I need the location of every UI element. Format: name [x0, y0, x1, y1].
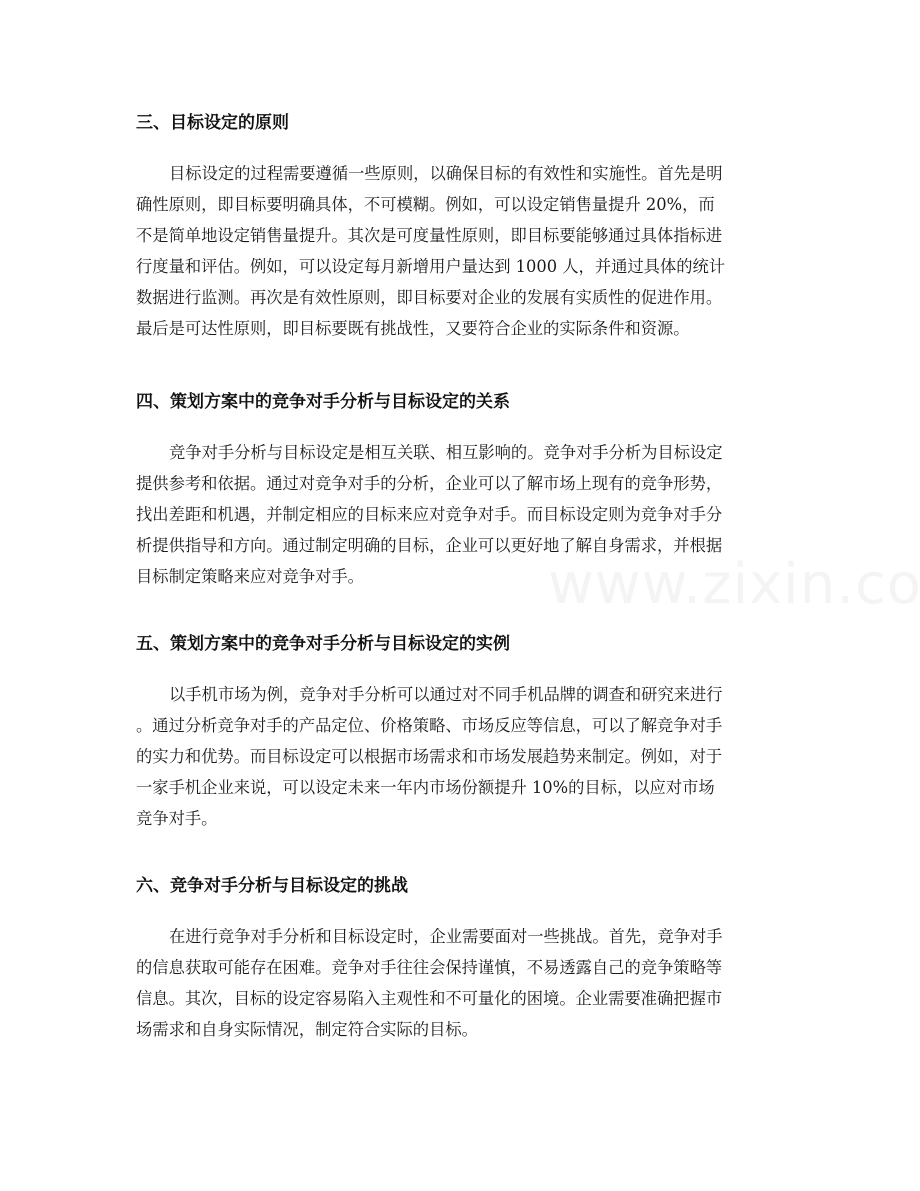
paragraph-line: 的实力和优势。而目标设定可以根据市场需求和市场发展趋势来制定。例如，对于: [136, 747, 723, 766]
section-paragraph-6: [136, 921, 786, 1045]
section-heading-6: 六、竞争对手分析与目标设定的挑战: [136, 876, 408, 896]
section-heading-4: 四、策划方案中的竞争对手分析与目标设定的关系: [136, 392, 510, 412]
section-paragraph-4: [136, 437, 786, 592]
paragraph-line: 竞争对手。: [136, 809, 218, 828]
paragraph-line: 在进行竞争对手分析和目标设定时，企业需要面对一些挑战。首先，竞争对手: [169, 927, 723, 946]
paragraph-line: 以手机市场为例，竞争对手分析可以通过对不同手机品牌的调查和研究来进行: [169, 685, 723, 704]
paragraph-line: 场需求和自身实际情况，制定符合实际的目标。: [136, 1020, 478, 1039]
paragraph-line: 信息。其次，目标的设定容易陷入主观性和不可量化的困境。企业需要准确把握市: [136, 989, 723, 1008]
paragraph-line: 不是简单地设定销售量提升。其次是可度量性原则，即目标要能够通过具体指标进: [136, 226, 723, 245]
paragraph-line: 目标制定策略来应对竞争对手。: [136, 567, 364, 586]
paragraph-line: 一家手机企业来说，可以设定未来一年内市场份额提升 10%的目标，以应对市场: [136, 778, 715, 797]
paragraph-line: 目标设定的过程需要遵循一些原则，以确保目标的有效性和实施性。首先是明: [169, 164, 723, 183]
section-heading-3: 三、目标设定的原则: [136, 113, 289, 133]
section-paragraph-3: [136, 158, 786, 344]
section-paragraph-5: [136, 679, 786, 834]
paragraph-line: 提供参考和依据。通过对竞争对手的分析，企业可以了解市场上现有的竞争形势，: [136, 474, 723, 493]
paragraph-line: 找出差距和机遇，并制定相应的目标来应对竞争对手。而目标设定则为竞争对手分: [136, 505, 723, 524]
paragraph-line: 最后是可达性原则，即目标要既有挑战性，又要符合企业的实际条件和资源。: [136, 319, 690, 338]
paragraph-line: 的信息获取可能存在困难。竞争对手往往会保持谨慎，不易透露自己的竞争策略等: [136, 958, 723, 977]
paragraph-line: 数据进行监测。再次是有效性原则，即目标要对企业的发展有实质性的促进作用。: [136, 288, 723, 307]
paragraph-line: 竞争对手分析与目标设定是相互关联、相互影响的。竞争对手分析为目标设定: [169, 443, 723, 462]
paragraph-line: 确性原则，即目标要明确具体，不可模糊。例如，可以设定销售量提升 20%，而: [136, 195, 715, 214]
section-heading-5: 五、策划方案中的竞争对手分析与目标设定的实例: [136, 634, 510, 654]
paragraph-line: 析提供指导和方向。通过制定明确的目标，企业可以更好地了解自身需求，并根据: [136, 536, 723, 555]
paragraph-line: 行度量和评估。例如，可以设定每月新增用户量达到 1000 人，并通过具体的统计: [136, 257, 726, 276]
paragraph-line: 。通过分析竞争对手的产品定位、价格策略、市场反应等信息，可以了解竞争对手: [136, 716, 723, 735]
